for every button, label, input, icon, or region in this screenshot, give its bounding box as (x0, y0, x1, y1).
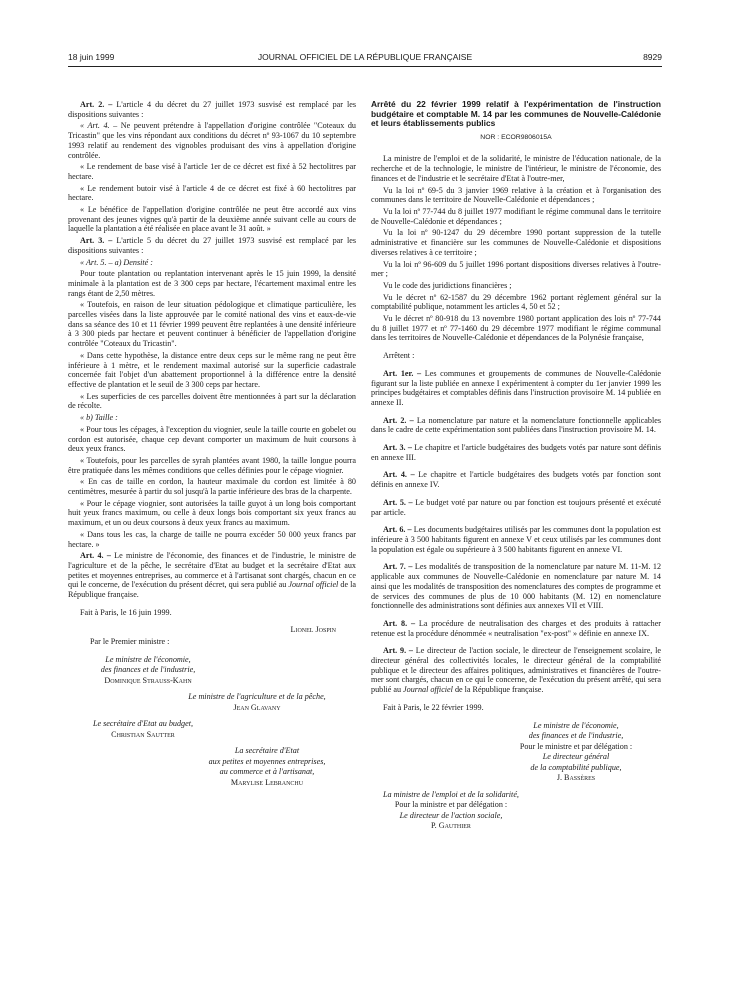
article-1: Art. 1er. – Les communes et groupements de communes de Nouvelle-Calédonie figurant sur la liste publiée en annexe I expérimentent à compter du 1er janvier 1999 les principes budgétaires et comptables définis dans l'instruction provisoire M. 14 publiée en annexe II. (371, 368, 662, 407)
paragraph: « Dans tous les cas, la charge de taille ne pourra excéder 50 000 yeux francs par hectare. » (68, 529, 356, 549)
article-5: Art. 5. – Le budget voté par nature ou par fonction est toujours présenté et exécuté par article. (371, 497, 661, 517)
paragraph: « Le bénéfice de l'appellation d'origine contrôlée ne peut être accordé aux vins provenant des jeunes vignes qu'à partir de la deuxième année suivant celle au cours de laquelle la plantation a été réalisée en place avant le 31 août. » (68, 205, 356, 234)
fait-a-paris: Fait à Paris, le 16 juin 1999. (80, 607, 172, 617)
arrete-title: Arrêté du 22 février 1999 relatif à l'expérimentation de l'instruction budgétaire et comptable M. 14 par les communes de Nouvelle-Calédonie et leurs établissements publics (371, 99, 661, 129)
subheading-taille: « b) Taille : (80, 413, 118, 423)
signature-block-comptabilite: Le ministre de l'économie, des finances et de l'industrie, Pour le ministre et par délégation : Le directeur général de la comptabilité publique, J. Bassères (519, 720, 633, 783)
paragraph: Pour toute plantation ou replantation intervenant après le 15 juin 1999, la densité minimale à la plantation est de 3 300 ceps par hectare, l'écartement maximal entre les rangs étant de 2,50 mètres. (68, 269, 356, 298)
paragraph: La ministre de l'emploi et de la solidarité, le ministre de l'éducation nationale, de la recherche et de la technologie, le ministre de l'intérieur, le ministre de l'économie, des finances et de l'industrie et le secrétaire d'Etat à l'outre-mer, (371, 154, 661, 183)
visa: Vu le décret nº 80-918 du 13 novembre 1980 portant application des lois nº 77-744 du 8 juillet 1977 et nº 77-1460 du 29 décembre 1977 modifiant le régime communal dans les territoires de Nouvelle-Calédonie et dépendances de la Polynésie française, (371, 314, 661, 343)
header-rule (68, 66, 662, 67)
signature-block-economie: Le ministre de l'économie, des finances et de l'industrie, Dominique Strauss-Kahn (100, 654, 196, 685)
header-journal-title: JOURNAL OFFICIEL DE LA RÉPUBLIQUE FRANÇAISE (257, 52, 473, 62)
page-header (68, 52, 662, 66)
article-9: Art. 9. – Le directeur de l'action sociale, le directeur de l'enseignement scolaire, le directeur général des collectivités locales, le directeur général de la comptabilité publique et le directeur des affaires politiques, administratives et financières de l'outre-mer sont chargés, chacun en ce qui le concerne, de l'exécution du présent arrêté, qui sera publié au Journal officiel de la République française. (371, 646, 661, 695)
fait-a-paris: Fait à Paris, le 22 février 1999. (383, 702, 484, 712)
article-4: Art. 4. – Le chapitre et l'article budgétaires des budgets votés par fonction sont définis en annexe IV. (371, 470, 661, 490)
header-date: 18 juin 1999 (68, 52, 115, 62)
article-7: Art. 7. – Les modalités de transposition de la nomenclature par nature M. 11-M. 12 applicable aux communes de Nouvelle-Calédonie en nomenclature par nature M. 14 ainsi que les modalités de transposition des nomenclatures des comptes de programme et de services des communes de plus de 10 000 habitants (M. 12) en nomenclature fonctionnelle des administrations sont définies aux annexes VII et VIII. (371, 562, 662, 611)
paragraph: « Le rendement butoir visé à l'article 4 de ce décret est fixé à 60 hectolitres par hectare. (68, 183, 356, 203)
nor-reference: NOR : ECOR9806015A (480, 133, 552, 141)
article-2: Art. 2. – La nomenclature par nature et la nomenclature fonctionnelle applicables dans le cadre de cette expérimentation sont publiées dans l'instruction provisoire M. 14. (371, 415, 661, 435)
paragraph: « Pour tous les cépages, à l'exception du viognier, seule la taille courte en gobelet ou cordon est autorisée, chaque cep devant comporter un maximum de huit coursons à deux yeux francs. (68, 424, 356, 454)
paragraph: « Toutefois, en raison de leur situation pédologique et climatique particulière, les parcelles visées dans la liste approuvée par le comité national des vins et eaux-de-vie dans sa séance des 10 et 11 février 1999 peuvent être replantées à une densité inférieure à 3 300 pieds par hectare et peuvent continuer à bénéficier de l'appellation d'origine contrôlée "Coteaux du Tricastin". (68, 300, 356, 349)
visa: Vu la loi nº 90-1247 du 29 décembre 1990 portant suppression de la tutelle administrative et financière sur les communes de Nouvelle-Calédonie et dispositions diverses relatives à ce territoire ; (371, 228, 661, 257)
visa: Vu le code des juridictions financières ; (383, 280, 512, 290)
article-3: Art. 3. – Le chapitre et l'article budgétaires des budgets votés par nature sont définis en annexe III. (371, 443, 662, 462)
visa: Vu la loi nº 77-744 du 8 juillet 1977 modifiant le régime communal dans le territoire de Nouvelle-Calédonie et dépendances ; (371, 207, 661, 226)
signature-jospin: Lionel Jospin (290, 625, 336, 635)
article-4-quote: « Art. 4. – Ne peuvent prétendre à l'appellation d'origine contrôlée "Coteaux du Tricastin" que les vins répondant aux conditions du décret nº 93-1067 du 10 septembre 1993 relatif au rendement des vignobles produisant des vins à appellation d'origine contrôlée. (68, 121, 356, 160)
paragraph: « Le rendement de base visé à l'article 1er de ce décret est fixé à 52 hectolitres par hectare. (68, 162, 356, 181)
left-column (68, 100, 356, 788)
par-le-premier-ministre: Par le Premier ministre : (90, 637, 170, 647)
signature-block-budget: Le secrétaire d'Etat au budget, Christian Sautter (92, 719, 194, 739)
article-8: Art. 8. – La procédure de neutralisation des charges et des produits à rattacher retenue est la procédure dénommée « neutralisation "ex-post" » définie en annexe IX. (371, 618, 662, 638)
paragraph: « En cas de taille en cordon, la hauteur maximale du cordon est limitée à 80 centimètres, mesurée à partir du sol jusqu'à la partie inférieure des bras de la charpente. (68, 477, 356, 497)
article-5-quote: « Art. 5. – a) Densité : (80, 257, 153, 267)
visa: Vu la loi nº 96-609 du 5 juillet 1996 portant dispositions diverses relatives à l'outre-mer ; (371, 259, 661, 279)
article-4-execution: Art. 4. – Le ministre de l'économie, des finances et de l'industrie, le ministre de l'agriculture et de la pêche, le secrétaire d'Etat au budget et la secrétaire d'Etat aux petites et moyennes entreprises, au commerce et à l'artisanat sont chargés, chacun en ce qui le concerne, de l'exécution du présent décret, qui sera publié au Journal officiel de la République française. (68, 551, 356, 600)
signature-block-emploi: La ministre de l'emploi et de la solidarité, Pour la ministre et par délégation : Le directeur de l'action sociale, P. Gauthier (383, 789, 519, 831)
visa: Vu le décret nº 62-1587 du 29 décembre 1962 portant règlement général sur la comptabilité publique, notamment les articles 4, 50 et 52 ; (371, 292, 661, 312)
article-3: Art. 3. – L'article 5 du décret du 27 juillet 1973 susvisé est remplacé par les dispositions suivantes : (68, 236, 356, 255)
header-page-number: 8929 (643, 52, 662, 62)
paragraph: « Dans cette hypothèse, la distance entre deux ceps sur le même rang ne peut être inférieure à 1 mètre, et le rendement maximal autorisé sur la superficie cadastrale concernée fait l'objet d'un abattement proportionnel à la différence entre la densité effective de plantation et le seuil de 3 300 ceps par hectare. (68, 350, 356, 389)
signature-block-pme: La secrétaire d'Etat aux petites et moyennes entreprises, au commerce et à l'artisanat, Marylise Lebranchu (208, 746, 326, 787)
paragraph: « Pour le cépage viognier, sont autorisées la taille guyot à un long bois comportant huit yeux francs maximum, ou celle à deux longs bois comportant six yeux francs au maximum, et un ou deux coursons à deux yeux francs au maximum. (68, 498, 356, 528)
signature-block-agriculture: Le ministre de l'agriculture et de la pêche, Jean Glavany (188, 692, 326, 712)
article-2: Art. 2. – L'article 4 du décret du 27 juillet 1973 susvisé est remplacé par les dispositions suivantes : (68, 100, 356, 119)
visa: Vu la loi nº 69-5 du 3 janvier 1969 relative à la création et à l'organisation des communes dans le territoire de Nouvelle-Calédonie et dépendances ; (371, 185, 661, 205)
arretent: Arrêtent : (383, 351, 415, 361)
article-6: Art. 6. – Les documents budgétaires utilisés par les communes dont la population est inférieure à 3 500 habitants figurent en annexe V et ceux utilisés par les communes dont la population est égale ou supérieure à 3 500 habitants figurent en annexe VI. (371, 525, 661, 554)
paragraph: « Toutefois, pour les parcelles de syrah plantées avant 1980, la taille longue pourra être pratiquée dans les mêmes conditions que celles définies pour le cépage viognier. (68, 455, 356, 475)
right-column (371, 100, 661, 832)
paragraph: « Les superficies de ces parcelles doivent être mentionnées à part sur la déclaration de récolte. (68, 391, 356, 411)
